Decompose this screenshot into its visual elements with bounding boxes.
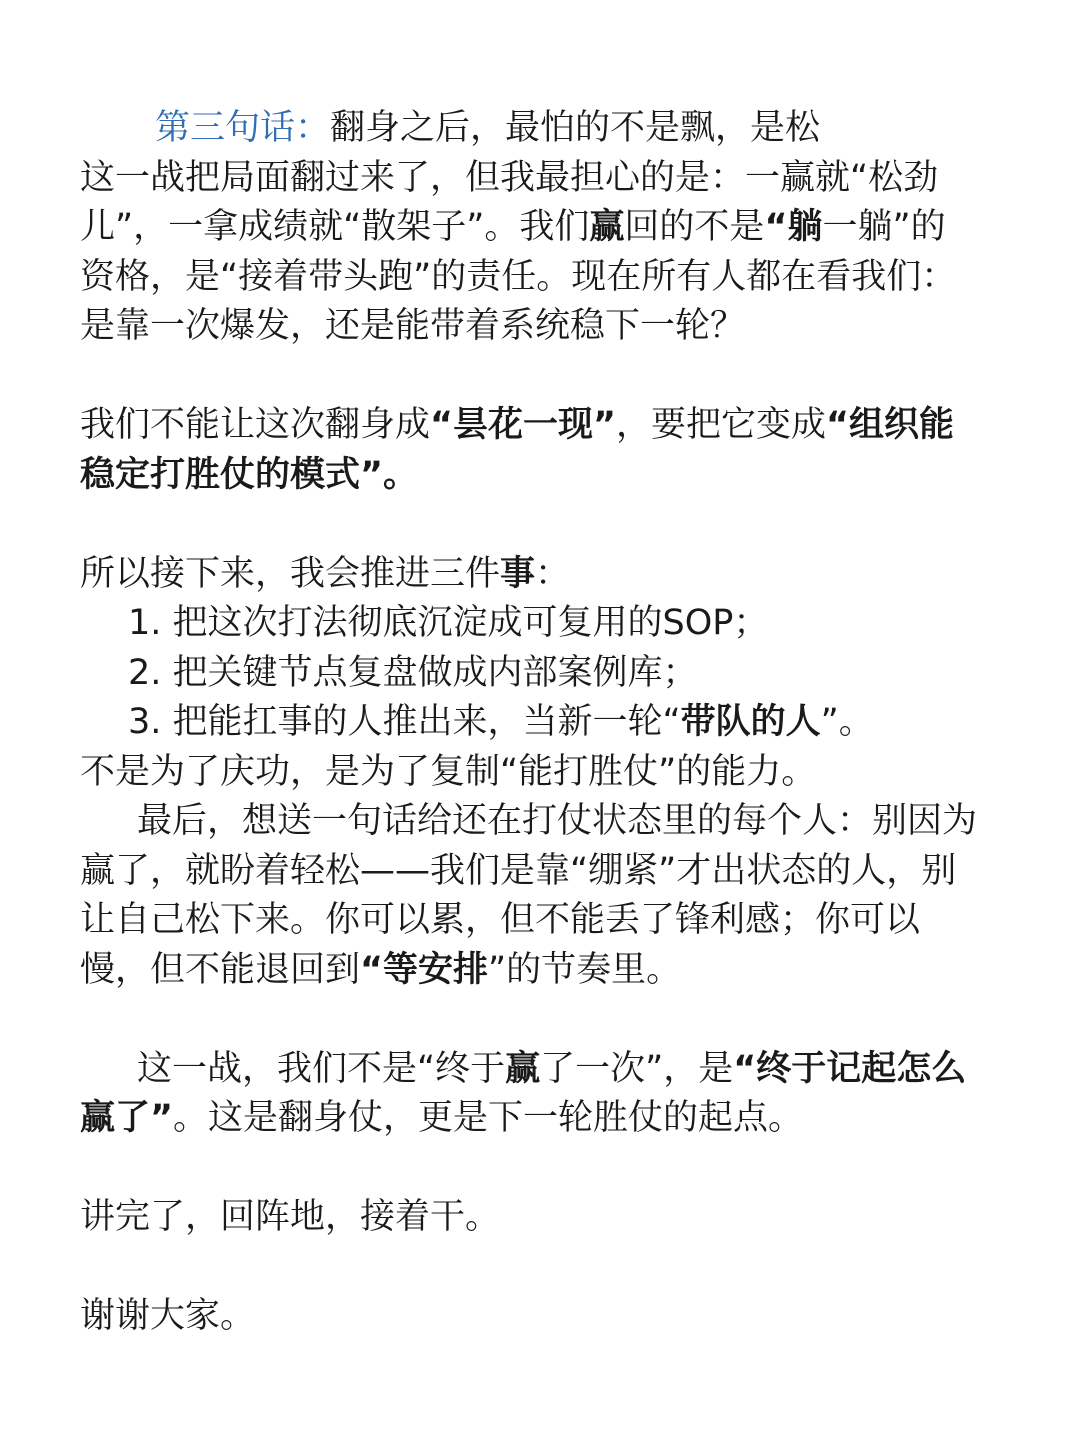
bold-run: “昙花一现” — [430, 405, 617, 445]
text-run: ”。 — [820, 702, 874, 742]
bold-run: “组织能稳定打胜仗的模式”。 — [80, 405, 955, 495]
text-run: ： — [535, 553, 571, 594]
text-run: 最后，想送一句话给还在打仗状态里的每个人：别因为赢了，就盼着轻松——我们是靠“绷紧”才出状态的人，别让自己松下来。你可以累，但不能丢了锋利感；你可以慢，但不能退回到 — [80, 801, 978, 990]
text-run: 这一战，我们不是“终于 — [137, 1048, 506, 1089]
blank-line — [80, 1144, 980, 1194]
blank-line — [80, 500, 980, 550]
text-run: 这一战把局面翻过来了，但我最担心的是：一赢就“松劲儿”，一拿成绩就“散架子”。我们 — [80, 157, 939, 247]
blank-line — [80, 352, 980, 402]
speech-document — [80, 104, 980, 1342]
list-item-1: 1. 把这次打法彻底沉淀成可复用的SOP； — [128, 603, 769, 643]
section-heading — [80, 104, 980, 154]
heading-label: 第三句话： — [155, 108, 331, 148]
bold-run: 赢 — [589, 207, 625, 247]
paragraph-plan-intro — [80, 550, 980, 600]
bold-run: “等安排 — [360, 949, 489, 990]
blank-line — [80, 995, 980, 1045]
bold-run: “躺 — [764, 207, 823, 247]
bold-run: 带队的人 — [680, 702, 821, 742]
paragraph-thanks: 谢谢大家。 — [80, 1296, 256, 1336]
paragraph-goal — [80, 401, 980, 500]
text-run: 一躺”的资格，是“接着带头跑”的责任。现在所有人都在看我们：是靠一次爆发，还是能带着系统稳下一轮？ — [80, 207, 957, 346]
paragraph-purpose: 不是为了庆功，是为了复制“能打胜仗”的能力。 — [80, 751, 817, 792]
paragraph-sign-off: 讲完了，回阵地，接着干。 — [80, 1197, 501, 1237]
blank-line — [80, 1243, 980, 1293]
text-run: 了一次”，是 — [540, 1048, 734, 1089]
bold-run: 事 — [500, 553, 536, 594]
paragraph-closing-message — [80, 797, 980, 995]
text-run: 所以接下来，我会推进三件 — [80, 553, 501, 594]
text-run: ”的节奏里。 — [488, 949, 682, 990]
bold-run: 赢 — [505, 1048, 541, 1089]
paragraph-conclusion — [80, 1045, 980, 1144]
text-run: 回的不是 — [624, 207, 765, 247]
text-run: 。这是翻身仗，更是下一轮胜仗的起点。 — [173, 1098, 804, 1138]
paragraph-worry — [80, 154, 980, 352]
text-run: 我们不能让这次翻身成 — [80, 405, 431, 445]
list-item-3 — [80, 698, 980, 748]
text-run: 3. 把能扛事的人推出来，当新一轮“ — [128, 702, 681, 742]
bold-run: “终于记起怎么赢了” — [80, 1048, 967, 1138]
heading-title: 翻身之后，最怕的不是飘，是松 — [330, 108, 821, 148]
list-item-2: 2. 把关键节点复盘做成内部案例库； — [128, 652, 698, 693]
text-run: ，要把它变成 — [616, 405, 827, 445]
